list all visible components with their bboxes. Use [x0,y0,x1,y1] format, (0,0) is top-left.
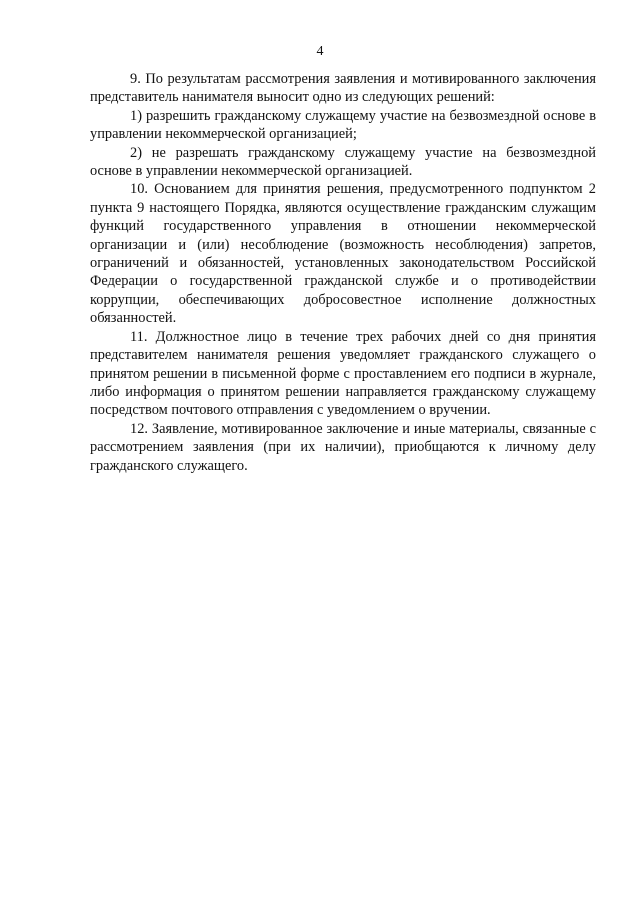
paragraph-item-12: 12. Заявление, мотивированное заключение и иные материалы, связанные с рассмотрением заявления (при их наличии), приобщаются к личному делу гражданского служащего. [90,420,596,474]
paragraph-item-9: 9. По результатам рассмотрения заявления и мотивированного заключения представитель нанимателя выносит одно из следующих решений: [90,71,596,106]
paragraph-option-2: 2) не разрешать гражданскому служащему участие на безвозмездной основе в управлении некоммерческой организацией. [90,144,596,180]
page-number: 4 [316,44,324,59]
document-body [90,70,596,475]
paragraph-option-1: 1) разрешить гражданскому служащему участие на безвозмездной основе в управлении некоммерческой организацией; [90,107,596,143]
paragraph-item-11: 11. Должностное лицо в течение трех рабочих дней со дня принятия представителем нанимателя решения уведомляет гражданского служащего о принятом решении в письменной форме с проставлением его подписи в журнале, либо информация о принятом решении направляется гражданскому служащему посредством почтового отправления с уведомлением о вручении. [90,328,596,419]
paragraph-item-10: 10. Основанием для принятия решения, предусмотренного подпунктом 2 пункта 9 настоящего Порядка, являются осуществление гражданским служащим функций государственного управления в отношении некоммерческой организации и (или) несоблюдение (возможность несоблюдения) запретов, ограничений и обязанностей, установленных законодательством Российской Федерации о государственной гражданской службе и о противодействии коррупции, обеспечивающих добросовестное исполнение должностных обязанностей. [90,181,596,327]
